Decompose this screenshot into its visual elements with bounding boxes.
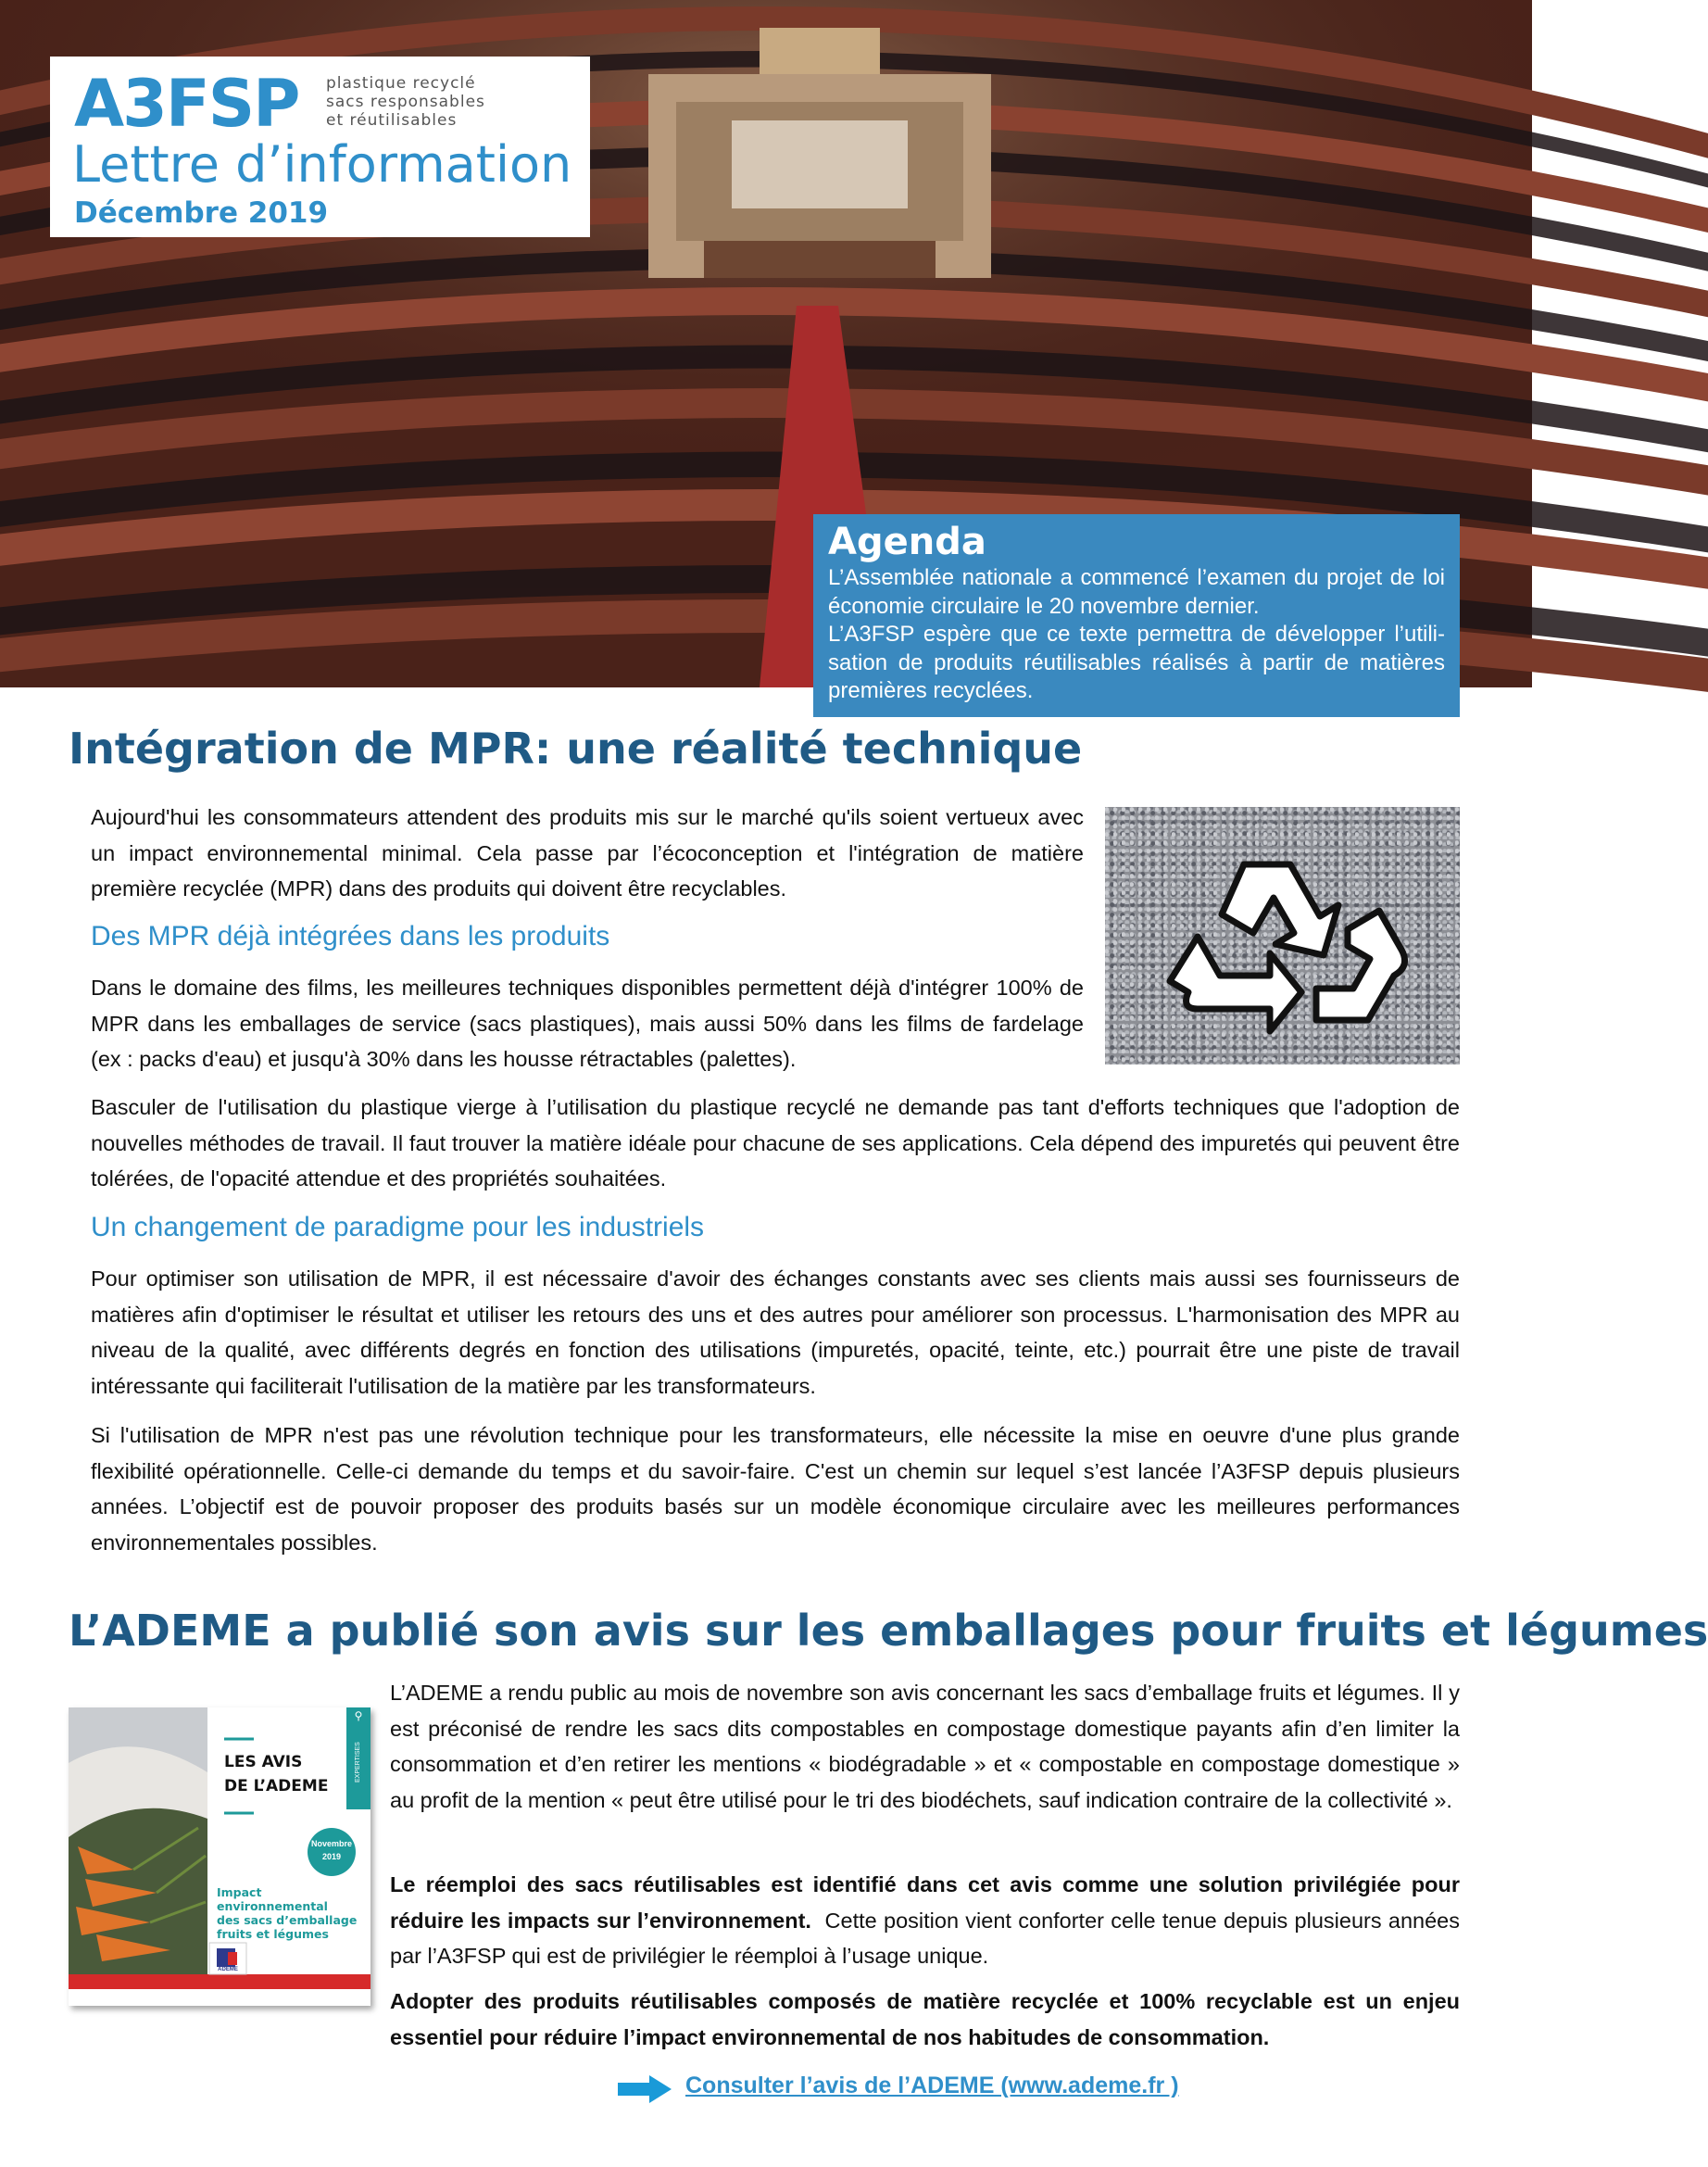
paragraph: Adopter des produits réutilisables composés de matière recyclée et 100% recyclable est un enjeu essentiel pour réduire l’impact environnemental de nos habitudes de consommation. xyxy=(390,1989,1460,2049)
search-icon: ⚲ xyxy=(354,1709,363,1722)
section2-paragraph-2 xyxy=(390,1867,1466,1974)
cover-title xyxy=(224,1750,328,1798)
agenda-paragraph: L’Assemblée nationale a commencé l’examen du projet de loi économie circulaire le 20 novembre dernier. xyxy=(828,565,1445,619)
section2-title: L’ADEME a publié son avis sur les emballages pour fruits et légumes xyxy=(69,1606,1708,1656)
cover-subtitle-line: Impact xyxy=(217,1885,262,1899)
tagline-line: sacs responsables xyxy=(326,93,485,111)
consult-ademe-link[interactable]: Consulter l’avis de l’ADEME (www.ademe.fr ) xyxy=(685,2073,1179,2098)
section1-intro xyxy=(91,800,1084,907)
recycle-icon xyxy=(1105,807,1460,1065)
paragraph: Aujourd'hui les consommateurs attendent des produits mis sur le marché qu'ils soient vertueux avec un impact environnemental minimal. Cela passe par l’écoconception et l'intégration de matière première recyclée (MPR) dans des produits qui doivent être recyclables. xyxy=(91,805,1084,901)
agenda-text xyxy=(828,564,1445,706)
ademe-logo: ADEME xyxy=(218,1967,238,1972)
section2-paragraph-1 xyxy=(390,1675,1460,1819)
cover-title-line: LES AVIS xyxy=(224,1753,303,1771)
cover-subtitle xyxy=(217,1885,357,1941)
cover-subtitle-line: des sacs d’emballage xyxy=(217,1913,358,1927)
tagline-line: et réutilisables xyxy=(326,111,458,130)
paragraph: Pour optimiser son utilisation de MPR, il est nécessaire d'avoir des échanges constants avec ses clients mais aussi ses fournisseurs de matières afin d'optimiser le résultat et utiliser les retours des uns et des autres pour améliorer son processus. L'harmonisation des MPR au niveau de la qualité, avec différents degrés en fonction des utilisations (impuretés, opacité, teinte, etc.) pourrait être une piste de travail intéressante qui faciliterait l'utilisation de la matière par les transformateurs. xyxy=(91,1266,1460,1399)
logo-tagline xyxy=(326,74,485,130)
cover-subtitle-line: environnemental xyxy=(217,1899,328,1913)
paragraph: Basculer de l'utilisation du plastique vierge à l’utilisation du plastique recyclé ne demande pas tant d'efforts techniques que l'adoption de nouvelles méthodes de travail. Il faut trouver la matière idéale pour chacune de ses applications. Cela dépend des impuretés qui peuvent être tolérées, de l'opacité attendue et des propriétés souhaitées. xyxy=(91,1095,1460,1191)
paragraph: L’ADEME a rendu public au mois de novembre son avis concernant les sacs d’emballage fruits et légumes. Il y est préconisé de rendre les sacs dits compostables en compostage domestique payants afin d’en limiter la consommation et d’en retirer les mentions « biodégradable » et « compostable en compostage domestique » au profit de la mention « peut être utilisé pour le tri des biodéchets, sauf indication contraire de la collectivité ». xyxy=(390,1681,1460,1813)
recycled-pellets-image xyxy=(1105,807,1460,1065)
agenda-title: Agenda xyxy=(828,521,986,563)
cover-title-line: DE L’ADEME xyxy=(224,1777,329,1795)
agenda-box xyxy=(813,514,1460,717)
cover-subtitle-line: fruits et légumes xyxy=(217,1927,329,1941)
section1-title: Intégration de MPR: une réalité technique xyxy=(69,724,1083,774)
newsletter-date: Décembre 2019 xyxy=(74,196,329,230)
section1-paragraph-4 xyxy=(91,1417,1460,1561)
badge-line: Novembre xyxy=(310,1839,352,1848)
paragraph xyxy=(390,1867,1466,1974)
arrow-right-icon xyxy=(616,2073,673,2110)
tagline-line: plastique recyclé xyxy=(326,74,476,93)
section1-subtitle-2: Un changement de paradigme pour les industriels xyxy=(91,1212,705,1242)
newsletter-title: Lettre d’information xyxy=(72,135,572,194)
section2-paragraph-3 xyxy=(390,1984,1460,2055)
section1-paragraph-3 xyxy=(91,1261,1460,1405)
paragraph: Dans le domaine des films, les meilleures techniques disponibles permettent déjà d'intégrer 100% de MPR dans les emballages de service (sacs plastiques), mais aussi 50% dans les films de fardelage (ex : packs d'eau) et jusqu'à 30% dans les housse rétractables (palettes). xyxy=(91,976,1084,1072)
agenda-paragraph: L’A3FSP espère que ce texte permettra de développer l’utili-sation de produits réutilisables réalisés à partir de matières premières recyclées. xyxy=(828,622,1445,703)
a3fsp-logo: A3FSP xyxy=(74,66,299,142)
ademe-report-cover xyxy=(69,1707,370,2006)
section1-paragraph-1 xyxy=(91,970,1084,1077)
paragraph: Si l'utilisation de MPR n'est pas une révolution technique pour les transformateurs, elle nécessite la mise en oeuvre d'une plus grande flexibilité opérationnelle. Celle-ci demande du temps et du savoir-faire. C'est un chemin sur lequel s’est lancée l’A3FSP depuis plusieurs années. L’objectif est de pouvoir proposer des produits basés sur un modèle économique circulaire avec les meilleures performances environnementales possibles. xyxy=(91,1423,1460,1556)
section1-paragraph-2 xyxy=(91,1090,1460,1197)
badge-line: 2019 xyxy=(321,1852,342,1861)
section1-subtitle-1: Des MPR déjà intégrées dans les produits xyxy=(91,921,610,951)
cover-date-badge xyxy=(308,1837,356,1863)
cover-side-label: EXPERTISES xyxy=(355,1742,361,1783)
regular-text: Cette position vient conforter celle tenue depuis plusieurs années par l’A3FSP qui est de privilégier le réemploi à l’usage unique. xyxy=(390,1908,1466,1969)
bold-text: Le réemploi des sacs réutilisables est identifié dans cet avis comme une solution privilégiée pour réduire les impacts sur l’environnement. xyxy=(390,1872,1460,1933)
